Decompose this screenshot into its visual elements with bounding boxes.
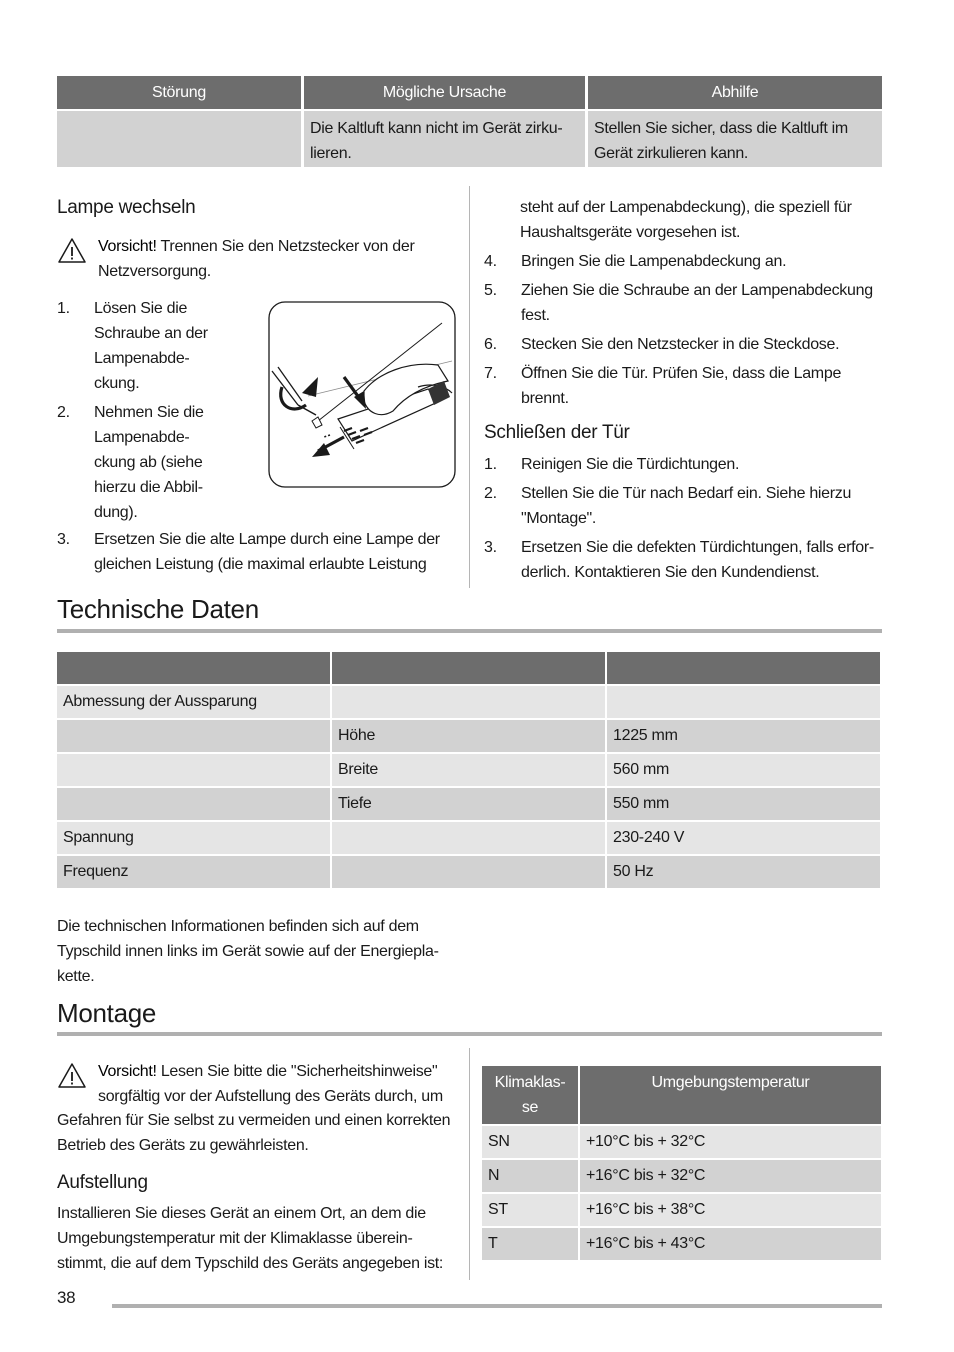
list-number: 1. <box>484 456 497 473</box>
list-number: 5. <box>484 282 497 299</box>
list-line: Lampenabde- <box>94 429 190 446</box>
cell-ursache-line: Die Kaltluft kann nicht im Gerät zirku- <box>310 120 563 137</box>
list-line: hierzu die Abbil- <box>94 479 203 496</box>
header-line: se <box>521 1099 539 1116</box>
list-text <box>521 361 841 411</box>
list-item <box>484 278 882 328</box>
lampe-warning <box>98 234 458 284</box>
tech-heading: Technische Daten <box>57 594 259 624</box>
table-cell: ST <box>482 1194 578 1226</box>
table-row <box>482 1126 881 1158</box>
table-row <box>482 1228 881 1260</box>
table-cell: Spannung <box>57 822 330 854</box>
lampe-step-3 <box>57 527 457 577</box>
warning-text: Betrieb des Geräts zu gewährleisten. <box>57 1137 309 1154</box>
list-item <box>57 400 217 525</box>
trouble-table-header <box>57 76 882 109</box>
warning-icon <box>57 1061 87 1091</box>
list-text <box>94 527 440 577</box>
column-divider <box>469 186 470 588</box>
note-line: Die technischen Informationen befinden sich auf dem <box>57 918 419 935</box>
list-text: Stecken Sie den Netzstecker in die Steckdose. <box>521 336 840 353</box>
list-item <box>484 249 882 274</box>
list-text <box>94 400 204 525</box>
footer-rule <box>112 1304 882 1308</box>
table-cell: 550 mm <box>607 788 880 820</box>
warning-label: Vorsicht! <box>98 1063 157 1080</box>
table-cell: T <box>482 1228 578 1260</box>
list-line: brennt. <box>521 390 569 407</box>
table-cell: +16°C bis + 43°C <box>580 1228 881 1260</box>
header-cell <box>332 652 605 684</box>
header-line: Klimaklas- <box>494 1074 566 1091</box>
list-number: 2. <box>57 404 70 421</box>
table-cell: Breite <box>332 754 605 786</box>
header-klimaklasse <box>482 1066 578 1124</box>
cell-abhilfe-line: Stellen Sie sicher, dass die Kaltluft im <box>594 120 848 137</box>
list-number: 6. <box>484 336 497 353</box>
list-line: Stellen Sie die Tür nach Bedarf ein. Siehe hierzu <box>521 485 852 502</box>
note-line: kette. <box>57 968 95 985</box>
table-cell <box>57 788 330 820</box>
table-cell: +10°C bis + 32°C <box>580 1126 881 1158</box>
trouble-table <box>57 76 882 167</box>
list-line: Nehmen Sie die <box>94 404 204 421</box>
table-cell <box>332 856 605 888</box>
table-row <box>57 822 882 854</box>
table-cell: Frequenz <box>57 856 330 888</box>
warning-label: Vorsicht! <box>98 238 157 255</box>
table-cell: SN <box>482 1126 578 1158</box>
lampe-heading: Lampe wechseln <box>57 197 196 218</box>
trouble-table-row <box>57 111 882 167</box>
table-row <box>482 1194 881 1226</box>
header-cell <box>607 652 880 684</box>
montage-warning-cont <box>57 1108 467 1158</box>
header-cell <box>57 652 330 684</box>
header-umgebungstemperatur: Umgebungstemperatur <box>580 1066 881 1124</box>
tuer-steps <box>484 452 882 585</box>
table-cell: 50 Hz <box>607 856 880 888</box>
header-ursache: Mögliche Ursache <box>304 76 585 109</box>
list-text <box>521 535 874 585</box>
list-item <box>484 452 882 477</box>
table-cell <box>607 686 880 718</box>
list-item <box>484 361 882 411</box>
list-line: steht auf der Lampenabdeckung), die speziell für <box>520 199 852 216</box>
montage-heading: Montage <box>57 998 157 1028</box>
montage-warning <box>98 1059 458 1109</box>
list-line: fest. <box>521 307 550 324</box>
table-cell: N <box>482 1160 578 1192</box>
list-text <box>94 296 208 396</box>
table-cell: +16°C bis + 32°C <box>580 1160 881 1192</box>
list-line: Lösen Sie die <box>94 300 188 317</box>
tuer-heading: Schließen der Tür <box>484 422 630 443</box>
list-number: 1. <box>57 300 70 317</box>
warning-text: Trennen Sie den Netzstecker von der <box>160 238 415 255</box>
table-cell: Tiefe <box>332 788 605 820</box>
aufstellung-heading: Aufstellung <box>57 1172 148 1193</box>
warning-text: Lesen Sie bitte die "Sicherheitshinweise" <box>160 1063 438 1080</box>
table-row <box>57 720 882 752</box>
list-text <box>521 481 851 531</box>
warning-icon <box>57 236 87 266</box>
tech-note <box>57 914 457 989</box>
warning-text: sorgfältig vor der Aufstellung des Geräts durch, um <box>98 1088 443 1105</box>
text-line: Installieren Sie dieses Gerät an einem Ort, an dem die <box>57 1205 426 1222</box>
list-line: gleichen Leistung (die maximal erlaubte Leistung <box>94 556 427 573</box>
list-item <box>484 481 882 531</box>
list-text: Reinigen Sie die Türdichtungen. <box>521 456 740 473</box>
note-line: Typschild innen links im Gerät sowie auf der Energiepla- <box>57 943 439 960</box>
list-line: derlich. Kontaktieren Sie den Kundendienst. <box>521 564 820 581</box>
list-line: Lampenabde- <box>94 350 190 367</box>
list-line: ckung. <box>94 375 140 392</box>
list-number: 2. <box>484 485 497 502</box>
list-number: 4. <box>484 253 497 270</box>
table-cell <box>57 720 330 752</box>
lampe-steps-4-7 <box>484 249 882 411</box>
cell-abhilfe-line: Gerät zirkulieren kann. <box>594 145 749 162</box>
list-item <box>57 296 217 396</box>
page-number: 38 <box>57 1288 76 1307</box>
table-cell <box>57 754 330 786</box>
lampe-steps-1-2 <box>57 296 217 525</box>
list-text <box>521 278 873 328</box>
warning-text: Gefahren für Sie selbst zu vermeiden und einen korrekten <box>57 1112 451 1129</box>
section-rule <box>57 629 882 633</box>
list-item <box>57 527 457 577</box>
list-text: Bringen Sie die Lampenabdeckung an. <box>521 253 787 270</box>
list-number: 7. <box>484 365 497 382</box>
lampe-continuation <box>520 195 890 245</box>
table-cell: 1225 mm <box>607 720 880 752</box>
table-row <box>482 1160 881 1192</box>
table-row <box>57 856 882 888</box>
list-line: Schraube an der <box>94 325 208 342</box>
list-line: ckung ab (siehe <box>94 454 203 471</box>
cell-ursache-line: lieren. <box>310 145 352 162</box>
list-line: Haushaltsgeräte vorgesehen ist. <box>520 224 741 241</box>
header-abhilfe: Abhilfe <box>588 76 882 109</box>
list-item <box>484 535 882 585</box>
lamp-illustration <box>268 301 456 488</box>
list-line: Öffnen Sie die Tür. Prüfen Sie, dass die Lampe <box>521 365 842 382</box>
cell-stoerung <box>57 111 301 167</box>
list-line: Ersetzen Sie die alte Lampe durch eine Lampe der <box>94 531 440 548</box>
cell-abhilfe <box>588 111 882 167</box>
tech-table <box>57 652 882 890</box>
table-cell <box>332 686 605 718</box>
table-cell: 230-240 V <box>607 822 880 854</box>
table-row <box>57 788 882 820</box>
climate-table <box>482 1066 881 1262</box>
text-line: Umgebungstemperatur mit der Klimaklasse überein- <box>57 1230 413 1247</box>
section-rule <box>57 1032 882 1036</box>
list-line: Ziehen Sie die Schraube an der Lampenabdeckung <box>521 282 873 299</box>
table-cell: Abmessung der Aussparung <box>57 686 330 718</box>
table-row <box>57 686 882 718</box>
header-stoerung: Störung <box>57 76 301 109</box>
aufstellung-text <box>57 1201 467 1276</box>
column-divider <box>469 1048 470 1280</box>
list-number: 3. <box>57 531 70 548</box>
climate-table-header <box>482 1066 881 1124</box>
list-line: dung). <box>94 504 138 521</box>
table-cell: 560 mm <box>607 754 880 786</box>
list-number: 3. <box>484 539 497 556</box>
list-line: "Montage". <box>521 510 597 527</box>
tech-table-header <box>57 652 882 684</box>
list-item <box>484 332 882 357</box>
text-line: stimmt, die auf dem Typschild des Geräts angegeben ist: <box>57 1255 444 1272</box>
table-cell: Höhe <box>332 720 605 752</box>
list-line: Ersetzen Sie die defekten Türdichtungen, falls erfor- <box>521 539 874 556</box>
table-cell <box>332 822 605 854</box>
cell-ursache <box>304 111 585 167</box>
warning-text: Netzversorgung. <box>98 263 211 280</box>
table-row <box>57 754 882 786</box>
table-cell: +16°C bis + 38°C <box>580 1194 881 1226</box>
